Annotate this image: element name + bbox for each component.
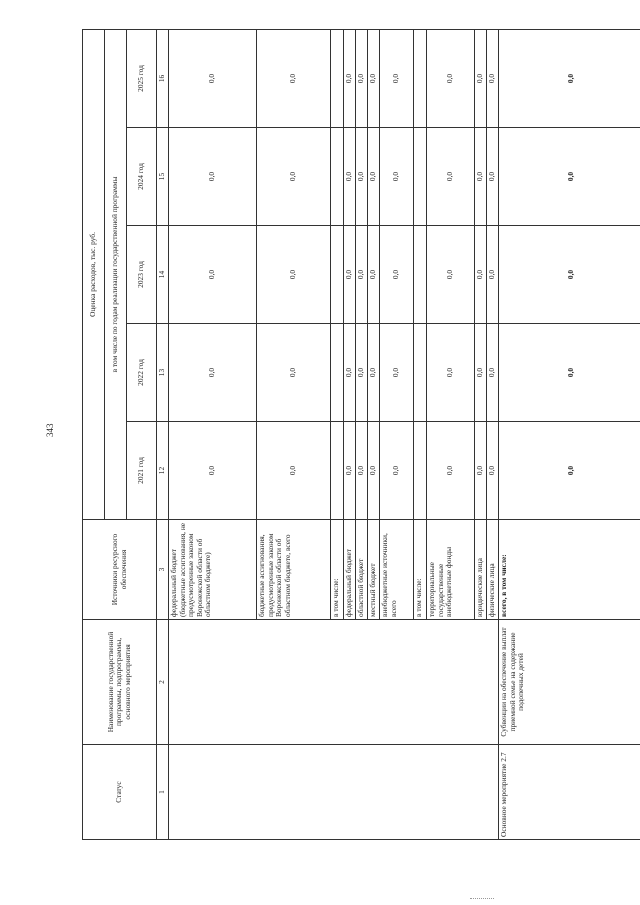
header-source: Источники ресурсного обеспечения [83,520,157,620]
value-cell: 0,0 [344,128,356,226]
source-cell: федеральный бюджет (бюджетные ассигнования, не предусмотренные законом Воронежской области об областном бюджете) [169,520,257,620]
value-cell: 0,0 [368,422,380,520]
value-cell: 0,0 [344,422,356,520]
header-year: 2021 год [127,422,157,520]
value-cell: 0,0 [380,226,414,324]
value-cell: 0,0 [257,29,331,127]
value-cell: 0,0 [356,29,368,127]
col-number: 14 [157,226,169,324]
value-cell [331,324,344,422]
value-cell [414,128,427,226]
header-name: Наименование государственной программы, подпрограммы, основного мероприятия [83,620,157,745]
header-year: 2024 год [127,128,157,226]
value-cell: 0,0 [356,128,368,226]
value-cell: 0,0 [257,128,331,226]
value-cell-total: 0,0 [499,422,640,520]
value-cell: 0,0 [380,422,414,520]
source-cell: внебюджетные источники, всего [380,520,414,620]
value-cell: 0,0 [427,29,475,127]
name-cell-empty [169,620,499,745]
value-cell: 0,0 [368,226,380,324]
col-number: 1 [157,745,169,840]
value-cell: 0,0 [427,226,475,324]
value-cell [414,324,427,422]
value-cell: 0,0 [427,324,475,422]
value-cell: 0,0 [169,226,257,324]
value-cell [414,29,427,127]
col-number: 15 [157,128,169,226]
value-cell: 0,0 [368,128,380,226]
value-cell-total: 0,0 [499,324,640,422]
scan-mark [470,898,494,900]
value-cell [414,422,427,520]
value-cell [331,226,344,324]
name-cell: Субвенции на обеспечение выплат приемной семье на содержание подопечных детей [499,620,640,745]
header-year: 2025 год [127,29,157,127]
value-cell: 0,0 [257,422,331,520]
source-cell: физические лица [487,520,499,620]
header-year: 2022 год [127,324,157,422]
value-cell: 0,0 [169,324,257,422]
value-cell: 0,0 [344,29,356,127]
status-cell-empty [169,745,499,840]
value-cell: 0,0 [475,422,487,520]
rotated-table-wrapper [82,30,640,840]
value-cell: 0,0 [487,128,499,226]
col-number: 13 [157,324,169,422]
value-cell: 0,0 [487,29,499,127]
value-cell: 0,0 [368,324,380,422]
value-cell: 0,0 [475,128,487,226]
value-cell-total: 0,0 [499,128,640,226]
budget-table [82,29,640,840]
value-cell: 0,0 [368,29,380,127]
source-cell-total: всего, в том числе: [499,520,640,620]
value-cell [331,29,344,127]
value-cell: 0,0 [487,226,499,324]
source-cell: в том числе: [414,520,427,620]
value-cell: 0,0 [380,324,414,422]
value-cell: 0,0 [169,29,257,127]
value-cell: 0,0 [344,324,356,422]
value-cell: 0,0 [380,29,414,127]
header-year: 2023 год [127,226,157,324]
source-cell: бюджетные ассигнования, предусмотренные законом Воронежской области об областном бюджете, всего [257,520,331,620]
value-cell: 0,0 [427,128,475,226]
source-cell: местный бюджет [368,520,380,620]
header-status: Статус [83,745,157,840]
source-cell: областной бюджет [356,520,368,620]
value-cell: 0,0 [475,226,487,324]
value-cell-total: 0,0 [499,29,640,127]
value-cell: 0,0 [356,422,368,520]
value-cell: 0,0 [169,128,257,226]
value-cell-total: 0,0 [499,226,640,324]
header-by-years: в том числе по годам реализации государственной программы [105,29,127,519]
source-cell: в том числе: [331,520,344,620]
col-number: 12 [157,422,169,520]
source-cell: федеральный бюджет [344,520,356,620]
value-cell: 0,0 [475,29,487,127]
source-cell: юридические лица [475,520,487,620]
value-cell: 0,0 [257,324,331,422]
value-cell: 0,0 [475,324,487,422]
value-cell: 0,0 [356,324,368,422]
value-cell: 0,0 [169,422,257,520]
value-cell: 0,0 [356,226,368,324]
value-cell: 0,0 [487,422,499,520]
col-number: 3 [157,520,169,620]
value-cell: 0,0 [487,324,499,422]
value-cell [414,226,427,324]
col-number: 2 [157,620,169,745]
value-cell [331,128,344,226]
page-number: 343 [45,423,55,437]
status-cell: Основное мероприятие 2.7 [499,745,640,840]
value-cell: 0,0 [257,226,331,324]
value-cell [331,422,344,520]
header-estimate: Оценка расходов, тыс. руб. [83,29,105,519]
value-cell: 0,0 [427,422,475,520]
col-number: 16 [157,29,169,127]
value-cell: 0,0 [380,128,414,226]
value-cell: 0,0 [344,226,356,324]
source-cell: территориальные государственные внебюджетные фонды [427,520,475,620]
